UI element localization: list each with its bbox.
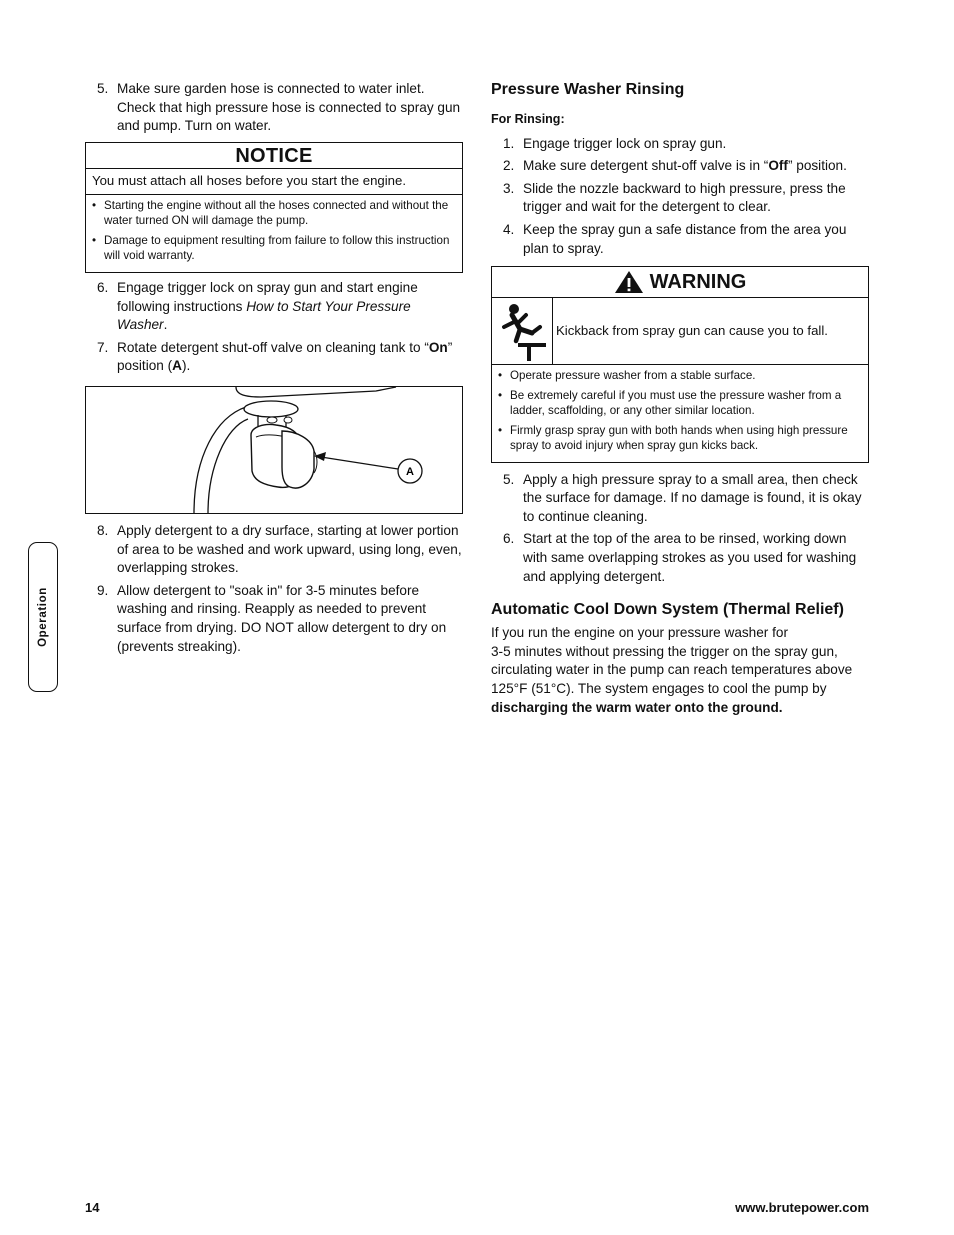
steps-list-left-c (85, 522, 463, 656)
warning-message: Kickback from spray gun can cause you to fall. (556, 322, 828, 338)
step-8: 8. Apply detergent to a dry surface, starting at lower portion of area to be washed and work upward, using long, even, overlapping strokes. (97, 522, 462, 576)
warning-bullet: • Operate pressure washer from a stable surface. (496, 368, 862, 384)
fall-hazard-icon (492, 298, 553, 364)
step-text: Make sure garden hose is connected to water inlet. Check that high pressure hose is connected to spray gun and pump. Turn on water. (117, 81, 461, 134)
valve-figure (85, 386, 463, 514)
warning-hazard-row (492, 298, 868, 365)
warning-bullets (492, 365, 868, 462)
step-7: 7. Rotate detergent shut-off valve on cleaning tank to “On” position (A). (97, 339, 453, 374)
warning-box (491, 266, 869, 463)
step-5: 5. Make sure garden hose is connected to water inlet. Check that high pressure hose is connected to spray gun and pump. Turn on water. (97, 81, 461, 134)
notice-box (85, 142, 463, 273)
subheading-for-rinsing: For Rinsing: (491, 112, 565, 126)
manual-reference: How to Start Your Pressure Washer (117, 298, 411, 333)
notice-message: You must attach all hoses before you start the engine. (86, 169, 462, 195)
steps-list-left-a (85, 80, 463, 136)
steps-list-left-b (85, 279, 463, 376)
rinse-step-4: 4. Keep the spray gun a safe distance from the area you plan to spray. (503, 221, 847, 256)
notice-bullet: • Damage to equipment resulting from failure to follow this instruction will void warranty. (90, 233, 456, 264)
warning-bullet: • Be extremely careful if you must use the pressure washer from a ladder, scaffolding, or any other similar location. (496, 388, 862, 419)
rinse-step-6: 6. Start at the top of the area to be rinsed, working down with same overlapping strokes as you used for washing and applying detergent. (503, 531, 857, 584)
section-tab-label: Operation (37, 587, 49, 647)
section-tab (28, 542, 58, 692)
cool-down-paragraph: If you run the engine on your pressure washer for 3-5 minutes without pressing the trigger on the spray gun, circulating water in the pump can reach temperatures above 125°F (51°C). The system engages to cool the pump by discharging the warm water onto the ground. (491, 625, 853, 715)
left-column (85, 80, 463, 660)
notice-title: NOTICE (86, 143, 462, 170)
warning-bullet: • Firmly grasp spray gun with both hands when using high pressure spray to avoid injury when spray gun kicks back. (496, 423, 862, 454)
rinse-step-5: 5. Apply a high pressure spray to a small area, then check the surface for damage. If no damage is found, it is okay to continue cleaning. (503, 471, 862, 524)
section-heading-cool-down: Automatic Cool Down System (Thermal Relief) (491, 601, 844, 619)
cool-down-emphasis: discharging the warm water onto the ground. (491, 699, 783, 715)
callout-label: A (406, 465, 414, 478)
rinse-step-3: 3. Slide the nozzle backward to high pressure, press the trigger and wait for the detergent to clear. (503, 180, 846, 215)
page-number: 14 (85, 1200, 100, 1215)
rinse-step-2: 2. Make sure detergent shut-off valve is in “Off” position. (503, 158, 847, 174)
detergent-valve-illustration (86, 387, 461, 513)
warning-header (492, 267, 868, 298)
step-9: 9. Allow detergent to "soak in" for 3-5 minutes before washing and rinsing. Reapply as needed to prevent surface from drying. DO NOT allow detergent to dry on (prevents streaking). (97, 582, 447, 654)
rinse-step-1: 1. Engage trigger lock on spray gun. (503, 135, 727, 151)
warning-triangle-icon (614, 270, 644, 294)
notice-bullet: • Starting the engine without all the hoses connected and without the water turned ON will damage the pump. (90, 198, 456, 229)
step-6: 6. Engage trigger lock on spray gun and start engine following instructions How to Start Your Pressure Washer. (97, 279, 418, 333)
rinsing-steps-continued (491, 471, 869, 587)
warning-title: WARNING (649, 270, 747, 293)
notice-bullets (86, 195, 462, 272)
right-column (491, 80, 869, 717)
footer-url: www.brutepower.com (735, 1200, 869, 1215)
section-heading-rinsing: Pressure Washer Rinsing (491, 81, 685, 98)
rinsing-steps (491, 135, 869, 259)
